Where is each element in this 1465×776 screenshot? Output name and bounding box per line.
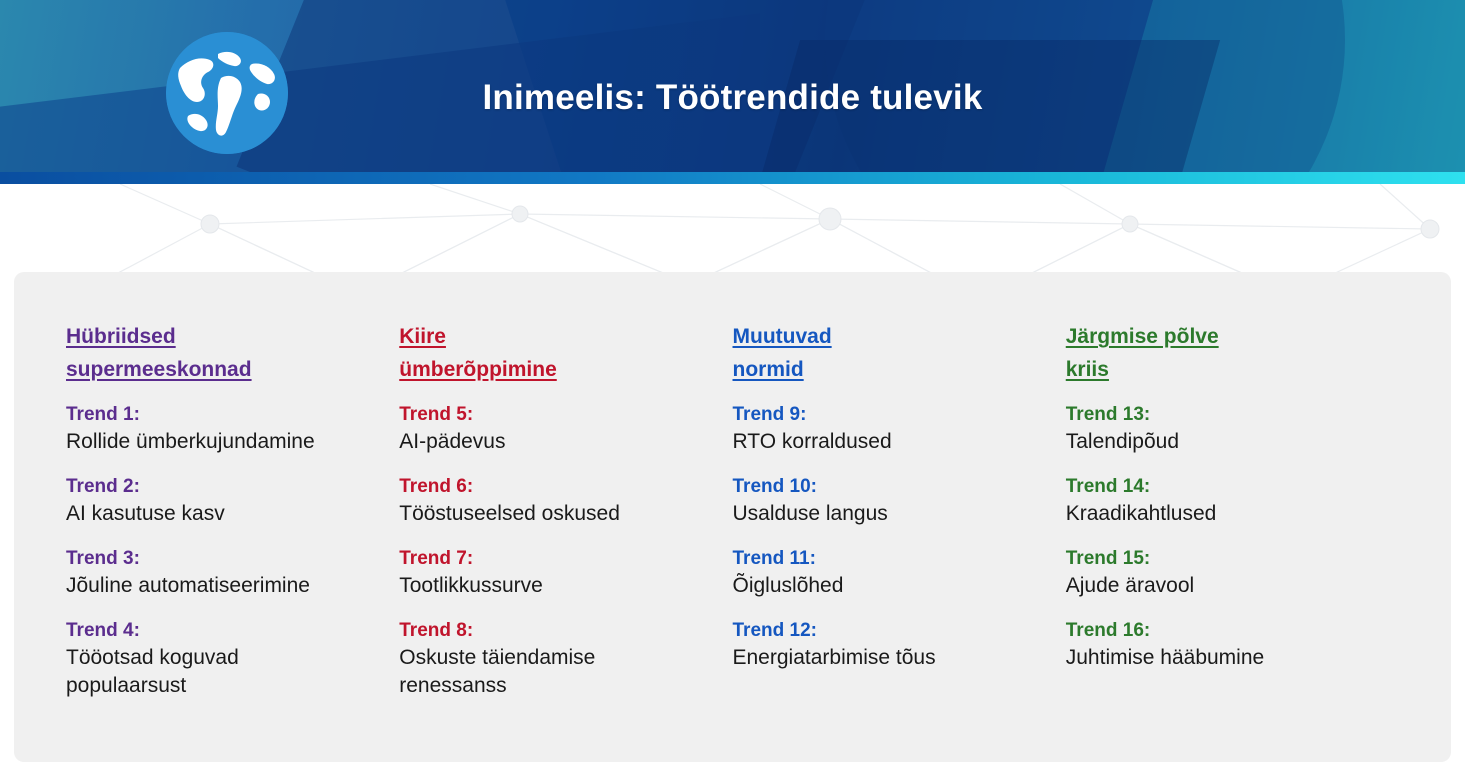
trend-column-shifting-norms <box>733 320 1066 719</box>
trend-label: Trend 8: <box>399 620 474 642</box>
column-heading-line2: normid <box>732 358 804 382</box>
trend-text: Jõuline automatiseerimine <box>66 573 310 597</box>
trend-text: Juhtimise hääbumine <box>1065 645 1265 669</box>
column-heading-line2: ümberõppimine <box>399 358 557 382</box>
trend-label: Trend 2: <box>66 476 140 498</box>
accent-bar <box>0 172 1465 184</box>
trend-text: Oskuste täiendamise renessanss <box>399 645 596 698</box>
trend-label: Trend 4: <box>66 620 140 642</box>
trend-text: Talendipõud <box>1065 429 1180 453</box>
trend-item <box>733 402 1024 456</box>
trend-item <box>733 546 1024 600</box>
column-heading[interactable] <box>399 320 690 386</box>
trend-label: Trend 12: <box>732 620 817 642</box>
column-heading[interactable] <box>1066 320 1357 386</box>
trend-item <box>1066 474 1357 528</box>
trend-label: Trend 14: <box>1065 476 1151 498</box>
column-heading-line1: Kiire <box>399 325 446 348</box>
trend-label: Trend 16: <box>1065 620 1151 642</box>
trend-item <box>1066 618 1357 672</box>
trend-label: Trend 13: <box>1065 404 1151 426</box>
trend-item <box>66 546 357 600</box>
trend-item <box>399 618 690 700</box>
trend-text: Tööstuseelsed oskused <box>399 501 620 525</box>
trend-item <box>399 546 690 600</box>
trend-item <box>66 402 357 456</box>
trend-label: Trend 15: <box>1065 548 1151 570</box>
trend-label: Trend 11: <box>732 548 816 570</box>
content-card <box>14 272 1451 762</box>
column-heading-line1: Hübriidsed <box>66 325 176 348</box>
trend-item <box>66 618 357 700</box>
column-heading[interactable] <box>66 320 357 386</box>
trend-item <box>733 618 1024 672</box>
column-heading-line1: Järgmise põlve <box>1065 325 1219 348</box>
trend-text: Ajude äravool <box>1065 573 1195 597</box>
trend-columns <box>14 272 1451 719</box>
trend-item <box>66 474 357 528</box>
trend-text: Usalduse langus <box>732 501 888 525</box>
trend-item <box>1066 546 1357 600</box>
trend-text: Rollide ümberkujundamine <box>66 429 315 453</box>
trend-label: Trend 5: <box>399 404 474 426</box>
trend-item <box>399 402 690 456</box>
header-banner <box>0 0 1465 172</box>
trend-column-hybrid-superteams <box>66 320 399 719</box>
column-heading-line2: kriis <box>1065 358 1109 382</box>
trend-text: RTO korraldused <box>732 429 892 453</box>
trend-text: Tootlikkussurve <box>399 573 543 597</box>
trend-label: Trend 10: <box>732 476 817 498</box>
trend-column-next-gen-crisis <box>1066 320 1399 719</box>
trend-label: Trend 6: <box>399 476 474 498</box>
trend-text: Kraadikahtlused <box>1065 501 1217 525</box>
trend-text: AI-pädevus <box>399 429 506 453</box>
column-heading-line2: supermeeskonnad <box>66 358 252 382</box>
page-title: Inimeelis: Töötrendide tulevik <box>482 78 983 117</box>
trend-label: Trend 3: <box>66 548 140 570</box>
trend-text: Energiatarbimise tõus <box>732 645 936 669</box>
trend-text: Õigluslõhed <box>732 573 844 597</box>
trend-label: Trend 1: <box>66 404 140 426</box>
trend-label: Trend 7: <box>399 548 474 570</box>
trend-text: AI kasutuse kasv <box>66 501 225 525</box>
column-heading-line1: Muutuvad <box>732 325 832 348</box>
trend-column-rapid-reskilling <box>399 320 732 719</box>
trend-text: Tööotsad koguvad populaarsust <box>66 645 239 698</box>
trend-label: Trend 9: <box>732 404 807 426</box>
trend-item <box>399 474 690 528</box>
trend-item <box>733 474 1024 528</box>
column-heading[interactable] <box>733 320 1024 386</box>
trend-item <box>1066 402 1357 456</box>
